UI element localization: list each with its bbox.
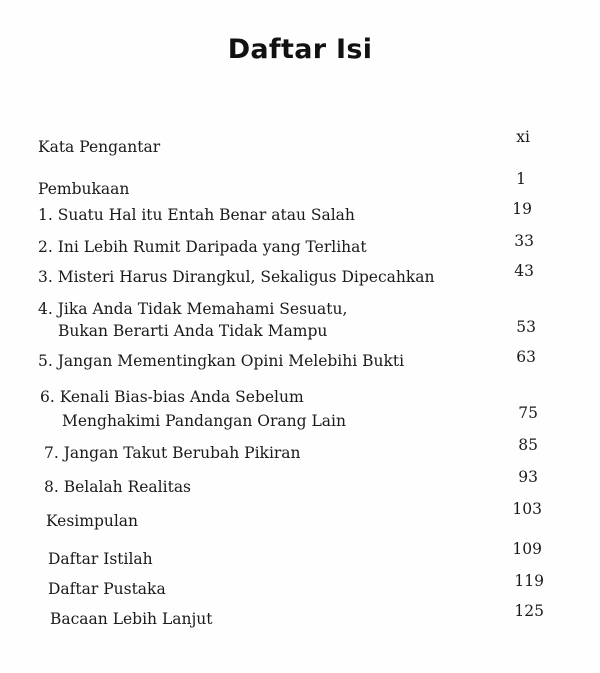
page-title: Daftar Isi	[227, 34, 373, 65]
toc-entry-bacaan-lebih-lanjut: Bacaan Lebih Lanjut	[50, 610, 213, 628]
toc-page-chapter-6: 75	[518, 404, 538, 422]
toc-entry-daftar-istilah: Daftar Istilah	[48, 550, 153, 568]
toc-entry-chapter-5: 5. Jangan Mementingkan Opini Melebihi Bukti	[38, 352, 405, 370]
toc-page-kesimpulan: 103	[512, 500, 542, 518]
toc-page-daftar-istilah: 109	[512, 540, 542, 558]
toc-page-pembukaan: 1	[516, 170, 526, 188]
toc-page-bacaan-lebih-lanjut: 125	[514, 602, 544, 620]
toc-page-chapter-1: 19	[512, 200, 532, 218]
toc-page-chapter-2: 33	[514, 232, 534, 250]
toc-entry-pembukaan: Pembukaan	[38, 180, 130, 198]
toc-page-chapter-7: 85	[518, 436, 538, 454]
toc-entry-daftar-pustaka: Daftar Pustaka	[48, 580, 166, 598]
toc-entry-chapter-3: 3. Misteri Harus Dirangkul, Sekaligus Dipecahkan	[38, 268, 435, 286]
toc-entry-chapter-4-line-2: Bukan Berarti Anda Tidak Mampu	[58, 322, 328, 340]
toc-entry-chapter-2: 2. Ini Lebih Rumit Daripada yang Terlihat	[38, 238, 367, 256]
toc-page-chapter-3: 43	[514, 262, 534, 280]
toc-entry-chapter-4-line-1: 4. Jika Anda Tidak Memahami Sesuatu,	[38, 300, 348, 318]
toc-page-chapter-4: 53	[516, 318, 536, 336]
toc-page-chapter-5: 63	[516, 348, 536, 366]
toc-entry-chapter-7: 7. Jangan Takut Berubah Pikiran	[44, 444, 301, 462]
toc-entry-kata-pengantar: Kata Pengantar	[38, 138, 161, 156]
toc-entry-kesimpulan: Kesimpulan	[46, 512, 139, 530]
toc-page-kata-pengantar: xi	[516, 128, 530, 146]
toc-page-daftar-pustaka: 119	[514, 572, 544, 590]
toc-page-chapter-8: 93	[518, 468, 538, 486]
toc-entry-chapter-6-line-2: Menghakimi Pandangan Orang Lain	[62, 412, 346, 430]
toc-entry-chapter-8: 8. Belalah Realitas	[44, 478, 192, 496]
toc-entry-chapter-6-line-1: 6. Kenali Bias-bias Anda Sebelum	[40, 388, 304, 406]
toc-entry-chapter-1: 1. Suatu Hal itu Entah Benar atau Salah	[38, 206, 355, 224]
